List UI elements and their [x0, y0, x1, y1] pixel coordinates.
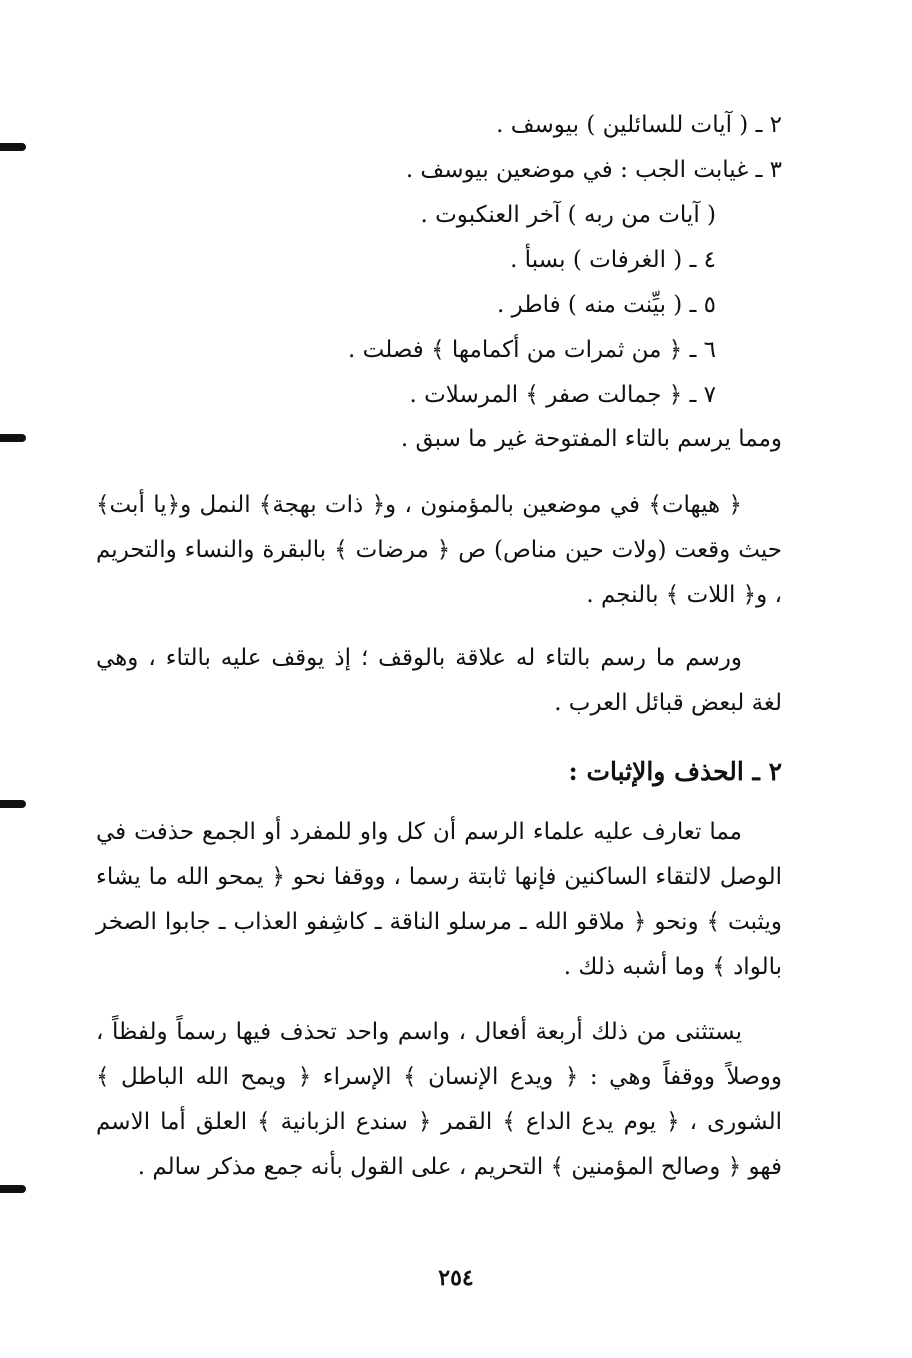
paragraph-hadhf-ithbat: مما تعارف عليه علماء الرسم أن كل واو للمفرد أو الجمع حذفت في الوصل لالتقاء الساكنين فإنها ثابتة رسما ، ووقفا نحو ﴿ يمحو الله ما يشاء ويثبت ﴾ ونحو ﴿ ملاقو الله ـ مرسلو الناقة ـ كاشِفو العذاب ـ جابوا الصخر بالواد ﴾ وما أشبه ذلك .: [96, 819, 782, 980]
list-item: ( آيات من ربه ) آخر العنكبوت .: [420, 202, 716, 228]
list-item: ٦ ـ ﴿ من ثمرات من أكمامها ﴾ فصلت .: [348, 337, 716, 363]
list-item: ٣ ـ غيابت الجب : في موضعين بيوسف .: [405, 157, 782, 183]
list-item: ٤ ـ ( الغرفات ) بسبأ .: [510, 247, 716, 273]
list-item: ٢ ـ ( آيات للسائلين ) بيوسف .: [496, 112, 782, 138]
paragraph-exceptions: يستثنى من ذلك أربعة أفعال ، واسم واحد تحذف فيها رسماً ولفظاً ، ووصلاً ووقفاً وهي : ﴿ ويدع الإنسان ﴾ الإسراء ﴿ ويمح الله الباطل ﴾ الشورى ، ﴿ يوم يدع الداع ﴾ القمر ﴿ سندع الزبانية ﴾ العلق أما الاسم فهو ﴿ وصالح المؤمنين ﴾ التحريم ، على القول بأنه جمع مذكر سالم .: [96, 1019, 782, 1180]
paragraph-waqf: ورسم ما رسم بالتاء له علاقة بالوقف ؛ إذ يوقف عليه بالتاء ، وهي لغة لبعض قبائل العرب .: [96, 645, 782, 716]
list-item: ٧ ـ ﴿ جمالت صفر ﴾ المرسلات .: [409, 382, 716, 408]
scan-edge-mark: [0, 434, 26, 442]
scan-edge-mark: [0, 143, 26, 151]
scan-edge-mark: [0, 800, 26, 808]
list-closing-line: ومما يرسم بالتاء المفتوحة غير ما سبق .: [400, 426, 782, 452]
paragraph-ta-words: ﴿ هيهات﴾ في موضعين بالمؤمنون ، و﴿ ذات بهجة﴾ النمل و﴿يا أبت﴾حيث وقعت (ولات حين مناص) ص ﴿ مرضات ﴾ بالبقرة والنساء والتحريم ، و﴿ اللات ﴾ بالنجم .: [96, 492, 782, 608]
scan-edge-mark: [0, 1185, 26, 1193]
list-item: ٥ ـ ( بيِّنت منه ) فاطر .: [497, 292, 716, 318]
page-number: ٢٥٤: [438, 1265, 474, 1291]
section-heading: ٢ ـ الحذف والإثبات :: [568, 757, 782, 786]
